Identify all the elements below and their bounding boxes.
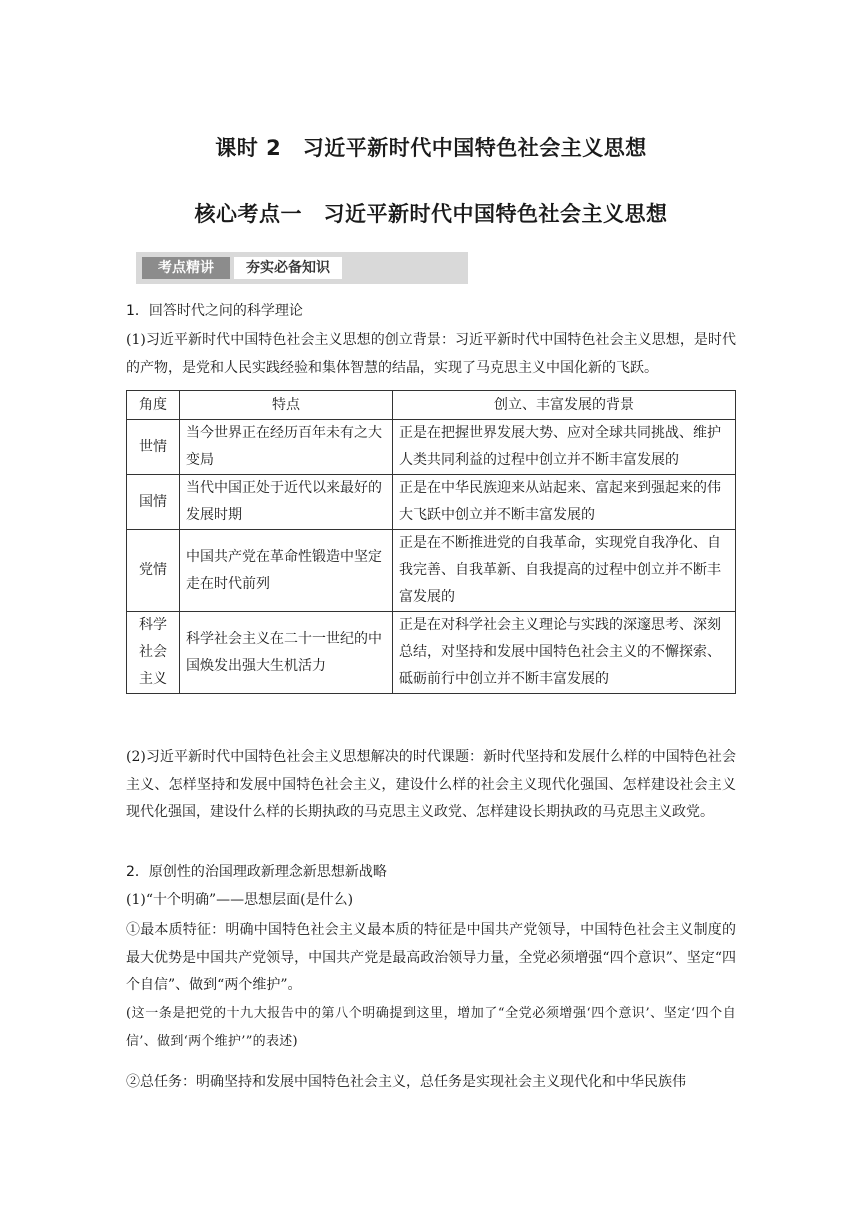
para2: (2)习近平新时代中国特色社会主义思想解决的时代课题：新时代坚持和发展什么样的中国特色社会主义、怎样坚持和发展中国特色社会主义，建设什么样的社会主义现代化强国、怎样建设社会主义现代化强国，建设什么样的长期执政的马克思主义政党、怎样建设长期执政的马克思主义政党。 (126, 749, 736, 820)
table-row (127, 420, 736, 475)
table-header-row (127, 391, 736, 420)
table-header-background: 创立、丰富发展的背景 (393, 391, 736, 420)
table-header-angle: 角度 (127, 391, 180, 420)
table-cell-feature: 当代中国正处于近代以来最好的发展时期 (180, 475, 393, 530)
table-cell-feature: 科学社会主义在二十一世纪的中国焕发出强大生机活力 (180, 612, 393, 694)
banner-label-left: 考点精讲 (142, 257, 230, 279)
banner-label-right: 夯实必备知识 (234, 257, 342, 279)
table-header-feature: 特点 (180, 391, 393, 420)
table-cell-background: 正是在中华民族迎来从站起来、富起来到强起来的伟大飞跃中创立并不断丰富发展的 (393, 475, 736, 530)
table-row (127, 612, 736, 694)
table-cell-background: 正是在不断推进党的自我革命，实现党自我净化、自我完善、自我革新、自我提高的过程中创立并不断丰富发展的 (393, 530, 736, 612)
section2-subheading: (1)“十个明确”——思想层面(是什么) (126, 892, 354, 908)
background-table (126, 390, 736, 694)
item1-paragraph: ①最本质特征：明确中国特色社会主义最本质的特征是中国共产党领导，中国特色社会主义制度的最大优势是中国共产党领导，中国共产党是最高政治领导力量，全党必须增强“四个意识”、坚定“四个自信”、做到“两个维护”。 (126, 922, 736, 993)
table-cell-background: 正是在对科学社会主义理论与实践的深邃思考、深刻总结，对坚持和发展中国特色社会主义的不懈探索、砥砺前行中创立并不断丰富发展的 (393, 612, 736, 694)
section2-heading: 2．原创性的治国理政新理念新思想新战略 (126, 864, 387, 880)
table-cell-angle: 科学社会主义 (127, 612, 180, 694)
item1-note: (这一条是把党的十九大报告中的第八个明确提到这里，增加了“全党必须增强‘四个意识’、坚定‘四个自信’、做到‘两个维护’”的表述) (126, 1006, 736, 1049)
table-row (127, 475, 736, 530)
table-cell-feature: 当今世界正在经历百年未有之大变局 (180, 420, 393, 475)
page-title: 课时 2 习近平新时代中国特色社会主义思想 (215, 136, 647, 160)
table-cell-angle: 党情 (127, 530, 180, 612)
table-cell-feature: 中国共产党在革命性锻造中坚定走在时代前列 (180, 530, 393, 612)
page-subtitle: 核心考点一 习近平新时代中国特色社会主义思想 (194, 202, 668, 226)
section1-paragraph: (1)习近平新时代中国特色社会主义思想的创立背景：习近平新时代中国特色社会主义思想，是时代的产物，是党和人民实践经验和集体智慧的结晶，实现了马克思主义中国化新的飞跃。 (126, 332, 736, 376)
item2-paragraph: ②总任务：明确坚持和发展中国特色社会主义，总任务是实现社会主义现代化和中华民族伟 (126, 1074, 686, 1090)
section-banner (136, 252, 468, 284)
table-cell-background: 正是在把握世界发展大势、应对全球共同挑战、维护人类共同利益的过程中创立并不断丰富发展的 (393, 420, 736, 475)
section1-heading: 1．回答时代之问的科学理论 (126, 303, 303, 319)
table-cell-angle: 世情 (127, 420, 180, 475)
table-cell-angle: 国情 (127, 475, 180, 530)
table-row (127, 530, 736, 612)
